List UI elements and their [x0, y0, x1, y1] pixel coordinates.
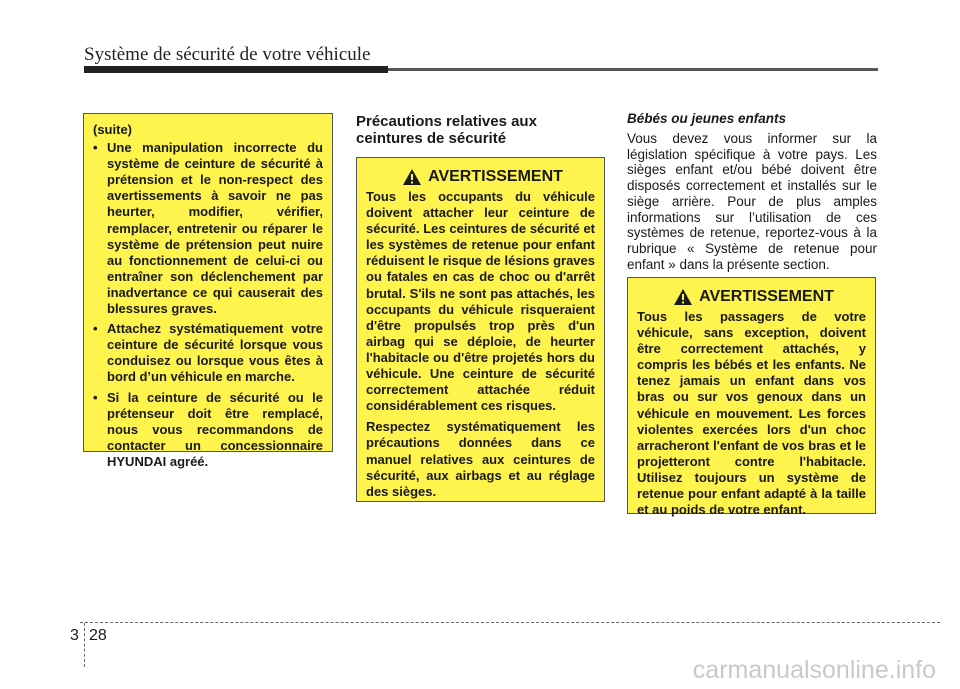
page-number: 28 — [89, 627, 107, 644]
warning-paragraph: Tous les occupants du véhicule doivent attacher leur ceinture de sécurité. Les ceintures de sécurité et les systèmes de retenue pour enfant réduisent le risque de lésions graves ou fatales en cas de choc ou d'arrêt brutal. S'ils ne sont pas attachés, les occupants du véhicule risqueraient d'être propulsés trop près d'un airbag qui se déploie, de heurter l'habitacle ou d'être projetés hors du véhicule. Une ceinture de sécurité correctement attachée réduit considérablement ces risques. — [366, 189, 595, 414]
watermark: carmanualsonline.info — [692, 656, 936, 684]
warning-heading — [366, 168, 595, 186]
chapter-number: 3 — [70, 627, 79, 644]
warning-triangle-icon — [402, 168, 422, 186]
footer-rule — [80, 622, 940, 623]
footer-divider — [84, 623, 85, 667]
seatbelt-warning-box — [356, 157, 605, 502]
warning-triangle-icon — [673, 288, 693, 306]
warning-body — [366, 189, 595, 500]
bullet-item: • Une manipulation incorrecte du système de ceinture de sécurité à prétension et le non-respect des avertissements à savoir ne pas heurter, modifier, vérifier, remplacer, entretenir ou réparer le système de prétension peut nuire au fonctionnement de celui-ci ou entraîner son déclenchement par inadvertance ce qui causerait des blessures graves. — [93, 140, 323, 317]
header-accent-bar — [84, 66, 388, 73]
children-warning-box — [627, 277, 876, 518]
warning-body — [637, 309, 866, 518]
continued-label: (suite) — [93, 122, 132, 137]
subsection-title: Bébés ou jeunes enfants — [627, 111, 787, 126]
warning-bullet-list — [93, 140, 323, 470]
bullet-item: • Attachez systématiquement votre ceinture de sécurité lorsque vous conduisez ou lorsque vous êtes à bord d’un véhicule en marche. — [93, 321, 323, 385]
section-title: Précautions relatives aux ceintures de sécurité — [356, 113, 537, 147]
warning-heading — [637, 288, 866, 306]
warning-paragraph: Respectez systématiquement les précautions données dans ce manuel relatives aux ceintures de sécurité, aux airbags et au réglage des sièges. — [366, 419, 595, 499]
bullet-item: • Si la ceinture de sécurité ou le prétenseur doit être remplacé, nous vous recommandons de contacter un concessionnaire HYUNDAI agréé. — [93, 390, 323, 470]
warning-heading-text: AVERTISSEMENT — [428, 167, 563, 185]
page-header-title: Système de sécurité de votre véhicule — [84, 44, 371, 65]
body-paragraph: Vous devez vous informer sur la législation spécifique à votre pays. Les sièges enfant et/ou bébé doivent être disposés correctement et installés sur le siège arrière. Pour de plus amples informations sur l’utilisation de ces systèmes de retenue, reportez-vous à la rubrique « Système de retenue pour enfant » dans la présente section. — [627, 131, 877, 272]
warning-heading-text: AVERTISSEMENT — [699, 287, 834, 305]
continued-warning-box — [83, 113, 333, 469]
warning-paragraph: Tous les passagers de votre véhicule, sans exception, doivent être correctement attachés, y compris les bébés et les enfants. Ne tenez jamais un enfant dans vos bras ou sur vos genoux dans un véhicule en mouvement. Les forces violentes exercées lors d'un choc arracheront l'enfant de vos bras et le projetteront contre l'habitacle. Utilisez toujours un système de retenue pour enfant adapté à la taille et au poids de votre enfant. — [637, 309, 866, 518]
